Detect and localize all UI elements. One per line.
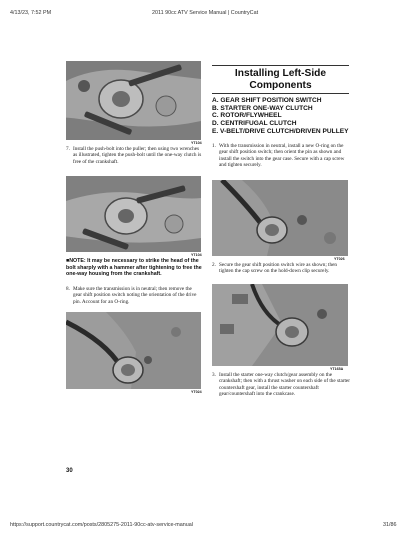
component-list (212, 97, 354, 136)
step-text: Secure the gear shift position switch wire as shown; then tighten the cap screw on the hold-down clip securely. (219, 262, 337, 275)
step-number: 7. (66, 146, 70, 152)
figure-label: YT026 (334, 257, 345, 261)
print-datetime: 4/13/23, 7:52 PM (10, 10, 52, 16)
component-item: D. CENTRIFUGAL CLUTCH (212, 120, 297, 128)
step-number: 2. (212, 262, 216, 268)
figure-label: YT024 (191, 390, 202, 394)
step-1 (212, 143, 352, 169)
component-item: C. ROTOR/FLYWHEEL (212, 112, 282, 120)
step-number: 8. (66, 286, 70, 292)
print-page-title: 2011 90cc ATV Service Manual | CountryCat (152, 10, 259, 16)
step-text: Install the starter one-way clutch/gear assembly on the crankshaft; then with a thrust washer on each side of the starter countershaft gear, install the starter countershaft gear/countershaft into the crankcase. (219, 372, 350, 398)
photo-wire-hold-down-clip (212, 284, 348, 366)
photo-shift-switch-removed (66, 312, 201, 389)
print-page-count: 31/86 (383, 522, 397, 528)
page-number: 30 (66, 468, 73, 474)
step-3 (212, 372, 352, 398)
step-text: Install the push-bolt into the puller; then using two wrenches as illustrated, tighten the push-bolt until the one-way clutch is free of the crankshaft. (73, 146, 202, 165)
figure-label: YT104 (191, 141, 202, 145)
photo-puller-wrenches (66, 61, 201, 140)
step-text: Make sure the transmission is in neutral; then remove the gear shift position switch noting the orientation of the drive pin. Account for an O-ring. (73, 286, 197, 305)
step-2 (212, 262, 352, 275)
photo-switch-installed (212, 180, 348, 256)
step-text: With the transmission in neutral, install a new O-ring on the gear shift position switch; then orient the pin as shown and install the switch into the gear case. Secure with a cap screw and tighten securely. (219, 143, 345, 169)
step-8 (66, 286, 202, 305)
figure-label: YT165A (330, 367, 344, 371)
note-strike-bolt: ■NOTE: It may be necessary to strike the head of the bolt sharply with a hammer after tightening to free the one-way housing from the crankshaft. (66, 258, 202, 278)
photo-hammer-strike (66, 176, 201, 252)
section-title-line-1: Installing Left-Side (234, 68, 327, 80)
figure-label: YT104 (191, 253, 202, 257)
section-title (212, 65, 349, 94)
print-url: https://support.countrycat.com/posts/2805275-2011-90cc-atv-service-manual (10, 522, 193, 528)
step-number: 3. (212, 372, 216, 378)
component-item: B. STARTER ONE-WAY CLUTCH (212, 104, 313, 112)
component-item: A. GEAR SHIFT POSITION SWITCH (212, 97, 322, 104)
step-7 (66, 146, 202, 165)
section-title-line-2: Components (249, 79, 312, 91)
component-item: E. V-BELT/DRIVE CLUTCH/DRIVEN PULLEY (212, 127, 349, 135)
step-number: 1. (212, 143, 216, 149)
